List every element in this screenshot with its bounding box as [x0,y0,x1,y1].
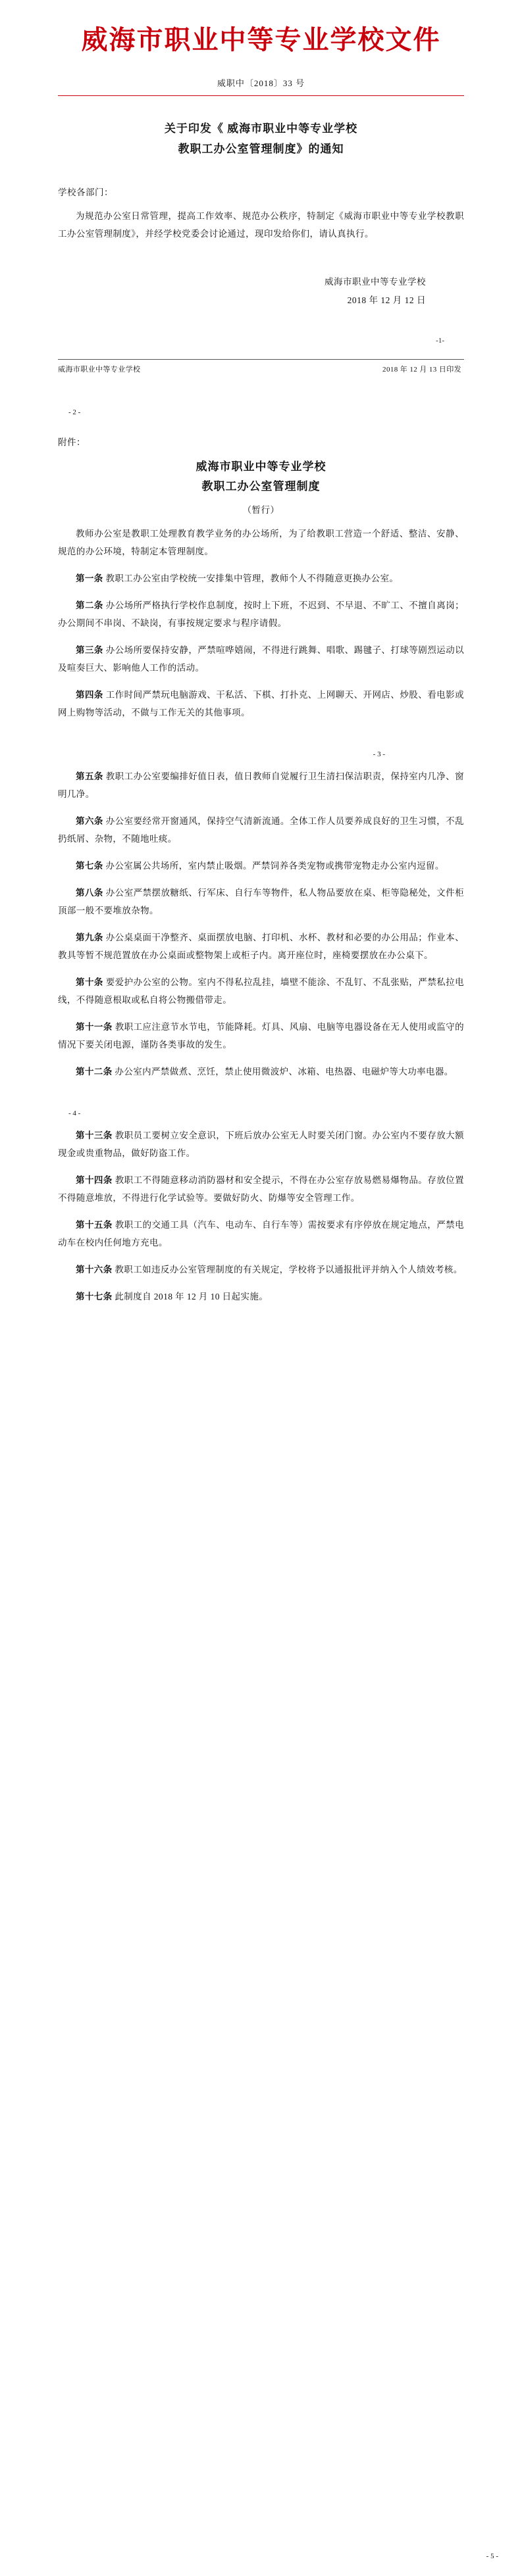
masthead [58,0,464,57]
article-3-number: 第三条 [76,644,103,655]
article-12-number: 第十二条 [76,1066,113,1077]
intro-paragraph: 为规范办公室日常管理，提高工作效率、规范办公秩序，特制定《威海市职业中等专业学校教职工办公室管理制度》，并经学校党委会讨论通过，现印发给你们，请认真执行。 [58,210,464,239]
article-10-text: 要爱护办公室的公物。室内不得私拉乱挂，墙壁不能涂、不乱钉、不乱张贴，严禁私拉电线，不得随意根取或私自将公物搬借带走。 [58,977,464,1005]
article-16-text: 教职工如违反办公室管理制度的有关规定，学校将予以通报批评并纳入个人绩效考核。 [115,1264,463,1275]
article-11-text: 教职工应注意节水节电，节能降耗。灯具、风扇、电脑等电器设备在无人使用或监守的情况下要关闭电源，谨防各类事故的发生。 [58,1021,465,1050]
page-title [58,118,464,160]
footer-print-date: 2018 年 12 月 13 日印发 [382,365,461,374]
footer-organization: 威海市职业中等专业学校 [58,365,141,374]
document-footer [58,359,464,374]
article-15-text: 教职工的交通工具（汽车、电动车、自行车等）需按要求有序停放在规定地点，严禁电动车在校内任何地方充电。 [58,1219,465,1248]
article-2 [58,596,464,632]
regulation-subtitle: （暂行） [242,504,280,515]
article-9-text: 办公桌桌面干净整齐、桌面摆放电脑、打印机、水杯、教材和必要的办公用品；作业本、教具等暂不规范置放在办公桌面或整物架上或柜子内。离开座位时，座椅要摆放在办公桌下。 [58,932,464,960]
article-8-number: 第八条 [76,887,103,898]
article-8 [58,884,464,919]
article-4 [58,686,464,721]
article-7-text: 办公室属公共场所，室内禁止吸烟。严禁饲养各类宠物或携带宠物走办公室内逗留。 [105,860,444,871]
article-11-number: 第十一条 [76,1021,113,1032]
regulation-title [58,457,464,497]
article-6 [58,812,464,848]
article-11 [58,1018,464,1054]
masthead-title: 威海市职业中等专业学校文件 [81,25,441,55]
article-7 [58,857,464,875]
article-5 [58,767,464,803]
article-4-number: 第四条 [76,689,103,700]
article-10 [58,973,464,1009]
article-14-number: 第十四条 [76,1175,113,1185]
article-5-text: 教职工办公室要编排好值日表，值日教师自觉履行卫生清扫保洁职责，保持室内几净、窗明几净。 [58,771,464,799]
article-9-number: 第九条 [76,932,103,942]
article-15 [58,1216,464,1252]
signature-organization: 威海市职业中等专业学校 [325,276,426,287]
document-number: 威职中〔2018〕33 号 [217,78,305,88]
article-10-number: 第十条 [76,977,103,987]
article-1 [58,570,464,587]
page-number-3: - 3 - [373,750,385,758]
article-17 [58,1288,464,1305]
article-3 [58,641,464,677]
article-17-text: 此制度自 2018 年 12 月 10 日起实施。 [115,1291,269,1301]
article-13-number: 第十三条 [76,1130,113,1140]
article-8-text: 办公室严禁摆放糖纸、行军床、自行车等物件，私人物品要放在桌、柜等隐秘处，文件柜顶部一般不要堆放杂物。 [58,887,464,915]
article-14-text: 教职工不得随意移动消防器材和安全提示，不得在办公室存放易燃易爆物品。存放位置不得随意堆放，不得进行化学试验等。要做好防火、防爆等安全管理工作。 [58,1175,465,1203]
signature-block [58,273,464,310]
article-13-text: 教职员工要树立安全意识，下班后放办公室无人时要关闭门窗。办公室内不要存放大额现金或贵重物品，做好防盗工作。 [58,1130,465,1158]
article-17-number: 第十七条 [76,1291,113,1301]
page-number-5: - 5 - [486,2552,498,2560]
page-title-line-2: 教职工办公室管理制度》的通知 [178,143,344,156]
document-sheet [58,0,464,1305]
red-divider [58,95,464,96]
article-15-number: 第十五条 [76,1219,113,1230]
page-number-1: -1- [436,336,444,345]
article-2-number: 第二条 [76,600,103,610]
article-12-text: 办公室内严禁做煮、烹饪，禁止使用微波炉、冰箱、电热器、电磁炉等大功率电器。 [115,1066,454,1077]
article-16 [58,1261,464,1278]
article-6-text: 办公室要经常开窗通风，保持空气清新流通。全体工作人员要养成良好的卫生习惯，不乱扔纸屑、杂物，不随地吐痰。 [58,815,464,844]
article-7-number: 第七条 [76,860,103,871]
regulation-title-line-2: 教职工办公室管理制度 [201,480,321,493]
article-13 [58,1127,464,1162]
recipient-line: 学校各部门： [58,187,113,197]
page-title-line-1: 关于印发《 威海市职业中等专业学校 [164,122,358,135]
article-1-text: 教职工办公室由学校统一安排集中管理，教师个人不得随意更换办公室。 [105,573,399,583]
signature-date: 2018 年 12 月 12 日 [347,295,426,306]
article-1-number: 第一条 [76,573,103,583]
article-16-number: 第十六条 [76,1264,113,1275]
page-number-4: - 4 - [68,1109,81,1117]
article-6-number: 第六条 [76,815,103,826]
article-12 [58,1063,464,1081]
article-3-text: 办公场所要保持安静，严禁喧哗嬉闹，不得进行跳舞、唱歌、踢毽子、打球等剧烈运动以及喧奏巨大、影响他人工作的活动。 [58,644,464,673]
article-5-number: 第五条 [76,771,103,781]
article-2-text: 办公场所严格执行学校作息制度，按时上下班，不迟到、不早退、不旷工、不擅自离岗；办公期间不串岗、不缺岗，有事按规定要求与程序请假。 [58,600,464,628]
attachment-label: 附件： [58,437,86,447]
regulation-preamble: 教师办公室是教职工处理教育教学业务的办公场所，为了给教职工营造一个舒适、整洁、安静、规范的办公环境，特制定本管理制度。 [58,528,464,556]
article-9 [58,929,464,964]
article-4-text: 工作时间严禁玩电脑游戏、干私活、下棋、打扑克、上网聊天、开网店、炒股、看电影或网上购物等活动，不做与工作无关的其他事项。 [58,689,464,717]
regulation-title-line-1: 威海市职业中等专业学校 [196,460,326,473]
article-14 [58,1171,464,1207]
page-number-2: - 2 - [68,408,81,416]
